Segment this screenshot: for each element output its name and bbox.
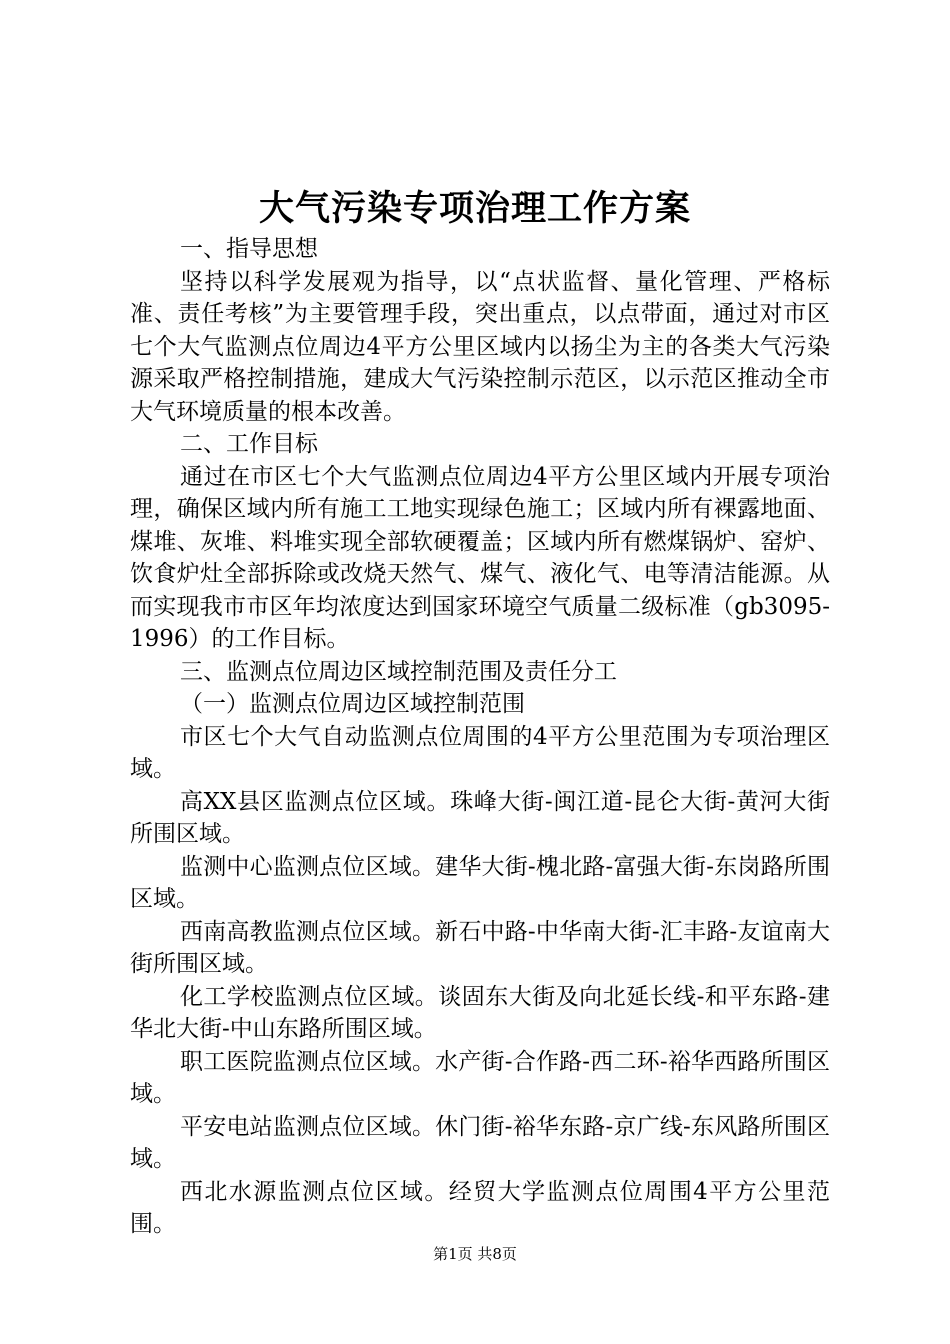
paragraph-monitoring-area-4: 化工学校监测点位区域。谈固东大街及向北延长线-和平东路-建华北大街-中山东路所围区域。 [130, 983, 830, 1042]
paragraph-monitoring-area-6: 平安电站监测点位区域。休门街-裕华东路-京广线-东风路所围区域。 [130, 1113, 830, 1172]
paragraph-monitoring-area-1: 高XX县区监测点位区域。珠峰大街-闽江道-昆仑大街-黄河大街所围区域。 [130, 788, 830, 847]
paragraph-guiding-ideology: 坚持以科学发展观为指导，以“点状监督、量化管理、严格标准、责任考核”为主要管理手段，突出重点，以点带面，通过对市区七个大气监测点位周边4平方公里区域内以扬尘为主的各类大气污染源采取严格控制措施，建成大气污染控制示范区，以示范区推动全市大气环境质量的根本改善。 [130, 268, 830, 425]
document-body [130, 233, 830, 1241]
paragraph-control-scope-intro: 市区七个大气自动监测点位周围的4平方公里范围为专项治理区域。 [130, 723, 830, 782]
page-number-footer: 第1页 共8页 [433, 1245, 517, 1263]
paragraph-monitoring-area-7: 西北水源监测点位区域。经贸大学监测点位周围4平方公里范围。 [130, 1178, 830, 1237]
document-title: 大气污染专项治理工作方案 [258, 188, 691, 229]
paragraph-monitoring-area-2: 监测中心监测点位区域。建华大街-槐北路-富强大街-东岗路所围区域。 [130, 853, 830, 912]
section-heading-guiding-ideology: 一、指导思想 [180, 236, 318, 262]
paragraph-work-goals: 通过在市区七个大气监测点位周边4平方公里区域内开展专项治理，确保区域内所有施工工地实现绿色施工；区域内所有裸露地面、煤堆、灰堆、料堆实现全部软硬覆盖；区域内所有燃煤锅炉、窑炉、饮食炉灶全部拆除或改烧天然气、煤气、液化气、电等清洁能源。从而实现我市市区年均浓度达到国家环境空气质量二级标准（gb3095-1996）的工作目标。 [130, 463, 830, 652]
paragraph-monitoring-area-5: 职工医院监测点位区域。水产街-合作路-西二环-裕华西路所围区域。 [130, 1048, 830, 1107]
subsection-heading-control-scope: （一）监测点位周边区域控制范围 [180, 691, 525, 717]
paragraph-monitoring-area-3: 西南高教监测点位区域。新石中路-中华南大街-汇丰路-友谊南大街所围区域。 [130, 918, 830, 977]
section-heading-control-scope: 三、监测点位周边区域控制范围及责任分工 [180, 658, 617, 685]
section-heading-work-goals: 二、工作目标 [180, 431, 318, 457]
